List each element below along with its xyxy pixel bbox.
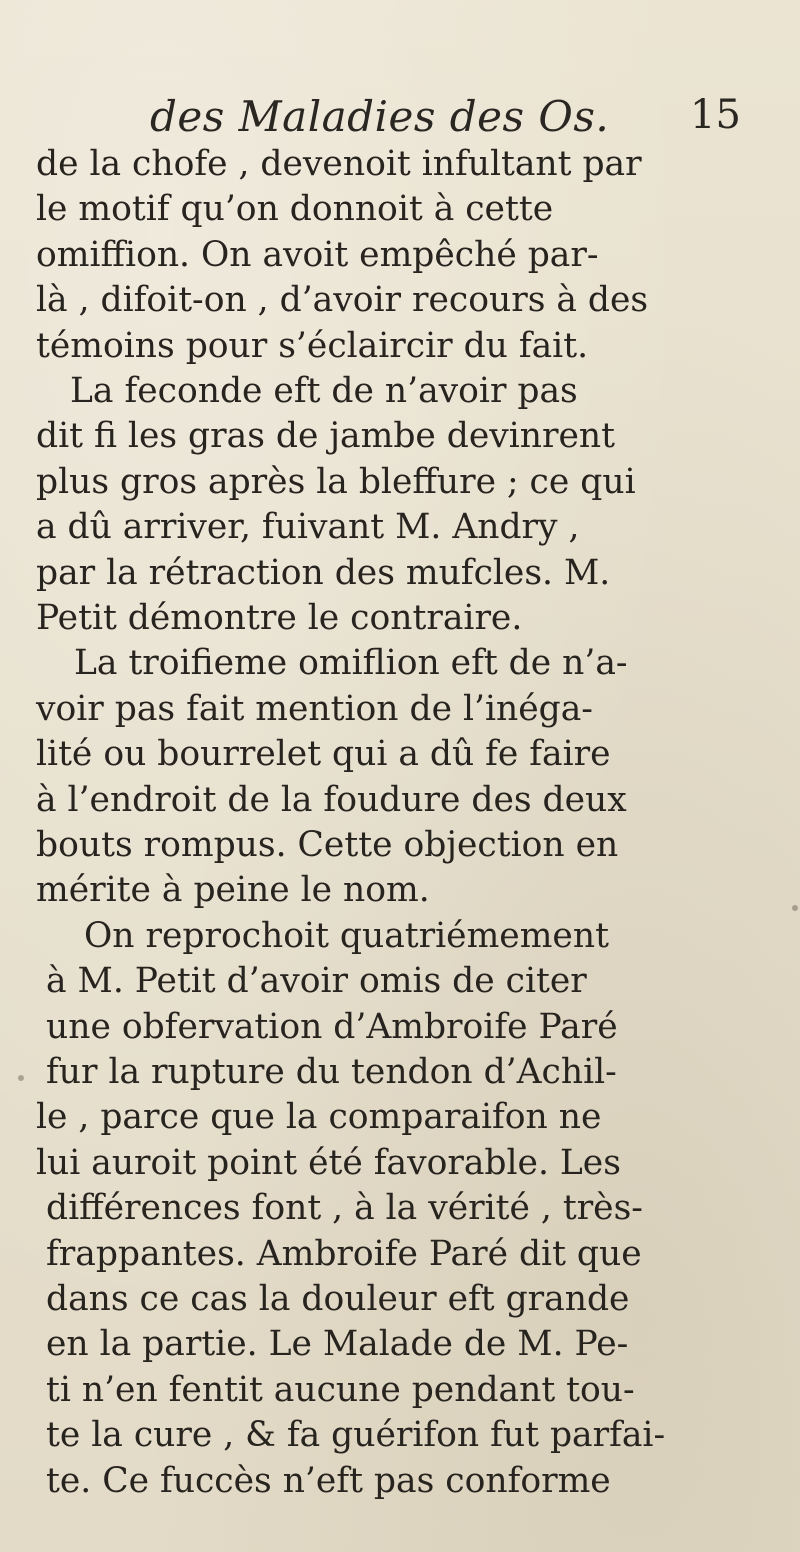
- text-line: voir pas fait mention de l’inéga-: [36, 688, 593, 729]
- text-line: dit fi les gras de jambe devinrent: [36, 416, 616, 457]
- text-line: ti n’en fentit aucune pendant tou-: [46, 1369, 635, 1410]
- text-line: une obfervation d’Ambroife Paré: [46, 1006, 618, 1047]
- text-line: La troifieme omiflion eft de n’a-: [74, 643, 628, 684]
- text-line: bouts rompus. Cette objection en: [36, 825, 619, 865]
- text-line: par la rétraction des mufcles. M.: [36, 552, 611, 593]
- text-line: lui auroit point été favorable. Les: [36, 1142, 621, 1183]
- text-line: frappantes. Ambroife Paré dit que: [46, 1233, 642, 1274]
- text-line: témoins pour s’éclaircir du fait.: [36, 325, 589, 366]
- running-title: des Maladies des Os.: [150, 92, 610, 141]
- ink-speck: [18, 1075, 24, 1081]
- text-line: à l’endroit de la foudure des deux: [36, 779, 627, 820]
- text-line: dans ce cas la douleur eft grande: [46, 1279, 630, 1319]
- text-line: omiffion. On avoit empêché par-: [36, 234, 599, 275]
- text-line: différences font , à la vérité , très-: [46, 1188, 643, 1229]
- text-line: fur la rupture du tendon d’Achil-: [46, 1052, 617, 1092]
- text-line: plus gros après la bleffure ; ce qui: [36, 461, 636, 502]
- text-line: de la chofe , devenoit infultant par: [36, 144, 642, 184]
- text-line: là , difoit-on , d’avoir recours à des: [36, 280, 649, 321]
- text-line: La feconde eft de n’avoir pas: [70, 371, 578, 411]
- text-line: le motif qu’on donnoit à cette: [36, 189, 554, 230]
- text-line: te. Ce fuccès n’eft pas conforme: [46, 1460, 611, 1501]
- ink-speck: [792, 905, 798, 911]
- text-line: le , parce que la comparaifon ne: [36, 1097, 602, 1138]
- text-line: mérite à peine le nom.: [36, 870, 430, 911]
- text-line: On reprochoit quatriémement: [84, 915, 609, 956]
- text-line: a dû arriver, fuivant M. Andry ,: [36, 507, 580, 548]
- page-number: 15: [690, 92, 741, 138]
- text-line: lité ou bourrelet qui a dû fe faire: [36, 734, 611, 775]
- text-line: Petit démontre le contraire.: [36, 598, 523, 638]
- text-line: à M. Petit d’avoir omis de citer: [46, 961, 587, 1002]
- text-line: te la cure , & fa guérifon fut parfai-: [46, 1415, 666, 1456]
- text-line: en la partie. Le Malade de M. Pe-: [46, 1324, 629, 1365]
